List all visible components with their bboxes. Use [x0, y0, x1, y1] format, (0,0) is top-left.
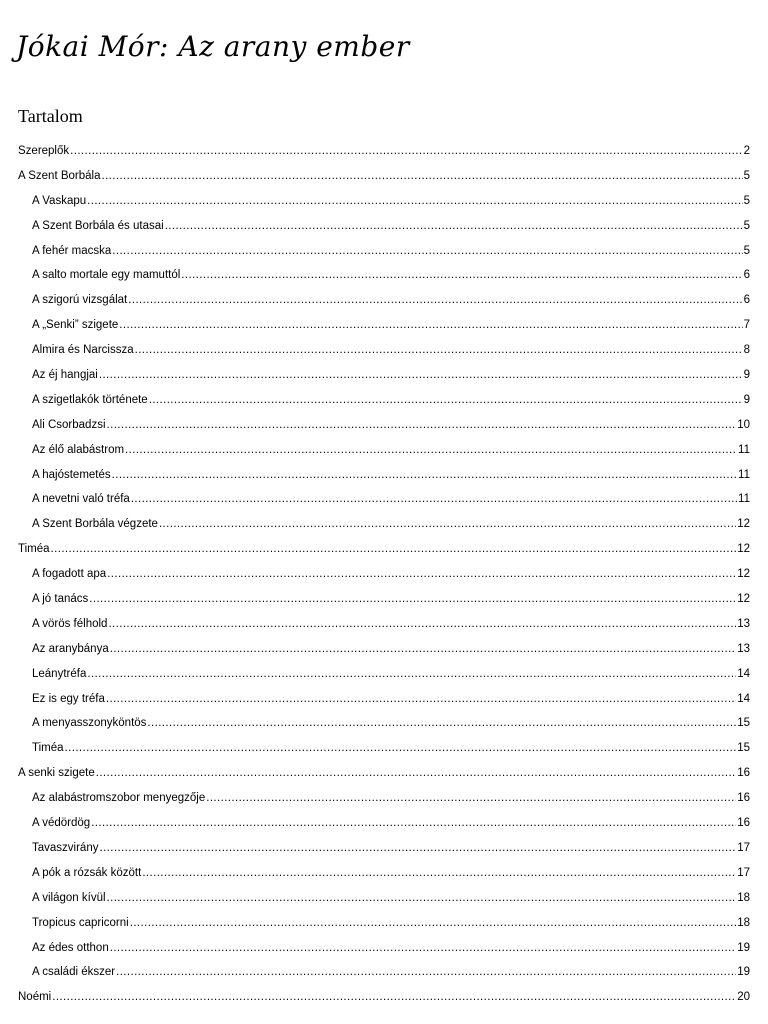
toc-entry-page-number: 19 — [737, 941, 750, 954]
dot-leader — [101, 164, 742, 189]
toc-entry[interactable] — [0, 463, 768, 488]
toc-entry-page-number: 12 — [737, 593, 750, 606]
toc-entry[interactable] — [0, 313, 768, 338]
toc-entry-page-number: 5 — [743, 219, 750, 232]
toc-entry[interactable] — [0, 861, 768, 886]
toc-entry[interactable] — [0, 239, 768, 264]
toc-entry-label: Tavaszvirány — [32, 841, 99, 854]
toc-entry-page-number: 6 — [743, 269, 750, 282]
dot-leader — [107, 886, 737, 911]
toc-entry[interactable] — [0, 637, 768, 662]
toc-entry-label: Az éj hangjai — [32, 369, 98, 382]
toc-entry-label: Leánytréfa — [32, 667, 87, 680]
toc-entry-page-number: 5 — [743, 244, 750, 257]
toc-entry-label: Tropicus capricorni — [32, 916, 129, 929]
toc-entry[interactable] — [0, 612, 768, 637]
toc-entry-label: A szigorú vizsgálat — [32, 294, 128, 307]
toc-entry[interactable] — [0, 736, 768, 761]
toc-entry[interactable] — [0, 687, 768, 712]
dot-leader — [119, 313, 742, 338]
toc-entry-label: A világon kívül — [32, 891, 106, 904]
toc-entry-label: Ez is egy tréfa — [32, 692, 105, 705]
toc-entry[interactable] — [0, 363, 768, 388]
dot-leader — [107, 413, 737, 438]
toc-entry-label: A Szent Borbála végzete — [32, 518, 158, 531]
toc-entry-label: A Szent Borbála és utasai — [32, 219, 164, 232]
dot-leader — [89, 587, 736, 612]
toc-entry[interactable] — [0, 388, 768, 413]
toc-entry-label: A pók a rózsák között — [32, 866, 142, 879]
dot-leader — [206, 786, 736, 811]
dot-leader — [91, 811, 736, 836]
dot-leader — [112, 239, 742, 264]
toc-entry-label: A Szent Borbála — [18, 169, 101, 182]
toc-entry-page-number: 7 — [743, 319, 750, 332]
dot-leader — [107, 562, 736, 587]
dot-leader — [99, 836, 736, 861]
dot-leader — [142, 861, 736, 886]
toc-entry-page-number: 18 — [737, 891, 750, 904]
toc-entry-label: A fehér macska — [32, 244, 112, 257]
toc-entry-label: Az élő alabástrom — [32, 443, 125, 456]
toc-entry[interactable] — [0, 662, 768, 687]
toc-entry-label: A Vaskapu — [32, 194, 87, 207]
dot-leader — [128, 288, 742, 313]
toc-entry-page-number: 15 — [737, 717, 750, 730]
toc-entry[interactable] — [0, 214, 768, 239]
dot-leader — [112, 463, 737, 488]
toc-entry-label: Az alabástromszobor menyegzője — [32, 792, 206, 805]
toc-entry-page-number: 8 — [743, 344, 750, 357]
toc-entry[interactable] — [0, 786, 768, 811]
toc-entry-page-number: 12 — [737, 568, 750, 581]
toc-entry-page-number: 16 — [737, 792, 750, 805]
toc-entry-page-number: 12 — [737, 543, 750, 556]
toc-entry-page-number: 14 — [737, 667, 750, 680]
dot-leader — [147, 711, 736, 736]
dot-leader — [99, 363, 743, 388]
dot-leader — [116, 960, 736, 985]
toc-entry-page-number: 18 — [737, 916, 750, 929]
dot-leader — [110, 637, 736, 662]
toc-entry[interactable] — [0, 537, 768, 562]
toc-entry[interactable] — [0, 338, 768, 363]
toc-entry-label: A vörös félhold — [32, 617, 108, 630]
toc-entry[interactable] — [0, 836, 768, 861]
toc-entry-label: Az édes otthon — [32, 941, 109, 954]
toc-entry-page-number: 14 — [737, 692, 750, 705]
toc-entry-label: A hajóstemetés — [32, 468, 111, 481]
dot-leader — [131, 487, 737, 512]
dot-leader — [87, 189, 742, 214]
toc-entry-page-number: 15 — [737, 742, 750, 755]
toc-entry[interactable] — [0, 711, 768, 736]
toc-entry[interactable] — [0, 811, 768, 836]
toc-entry-label: Timéa — [32, 742, 64, 755]
toc-entry[interactable] — [0, 587, 768, 612]
dot-leader — [52, 985, 736, 1010]
toc-entry[interactable] — [0, 413, 768, 438]
dot-leader — [125, 438, 737, 463]
toc-entry-label: Noémi — [18, 991, 52, 1004]
dot-leader — [87, 662, 736, 687]
toc-entry[interactable] — [0, 960, 768, 985]
toc-entry[interactable] — [0, 886, 768, 911]
toc-entry-label: A senki szigete — [18, 767, 95, 780]
toc-entry-page-number: 11 — [738, 443, 750, 456]
toc-entry-page-number: 9 — [743, 369, 750, 382]
dot-leader — [149, 388, 743, 413]
toc-entry-page-number: 17 — [737, 866, 750, 879]
toc-heading: Tartalom — [18, 106, 83, 126]
toc-entry-label: A családi ékszer — [32, 966, 116, 979]
dot-leader — [110, 936, 736, 961]
toc-entry-page-number: 2 — [743, 145, 750, 157]
dot-leader — [165, 214, 743, 239]
toc-entry-label: Az aranybánya — [32, 642, 109, 655]
toc-entry-label: A fogadott apa — [32, 568, 107, 581]
toc-entry-page-number: 13 — [737, 642, 750, 655]
dot-leader — [65, 736, 737, 761]
toc-entry-page-number: 16 — [737, 817, 750, 830]
toc-entry[interactable] — [0, 189, 768, 214]
toc-entry-page-number: 13 — [737, 617, 750, 630]
toc-entry[interactable] — [0, 263, 768, 288]
toc-entry-page-number: 12 — [737, 518, 750, 531]
toc-entry[interactable] — [0, 164, 768, 189]
dot-leader — [135, 338, 743, 363]
toc-entry-label: Szereplők — [18, 145, 70, 157]
toc-entry-label: Timéa — [18, 543, 50, 556]
toc-entry-page-number: 11 — [738, 493, 750, 506]
toc-entry-label: Ali Csorbadzsi — [32, 418, 106, 431]
dot-leader — [108, 612, 736, 637]
toc-entry[interactable] — [0, 288, 768, 313]
toc-entry[interactable] — [0, 761, 768, 786]
toc-entry-label: A védördög — [32, 817, 91, 830]
dot-leader — [96, 761, 736, 786]
toc-entry-page-number: 11 — [738, 468, 750, 481]
dot-leader — [181, 263, 742, 288]
dot-leader — [106, 687, 736, 712]
toc-entry[interactable] — [0, 936, 768, 961]
toc-entry-label: A szigetlakók története — [32, 393, 148, 406]
toc-entry[interactable] — [0, 438, 768, 463]
toc-entry-label: A jó tanács — [32, 593, 89, 606]
toc-entry-label: A menyasszonyköntös — [32, 717, 147, 730]
dot-leader — [51, 537, 737, 562]
toc-entry-page-number: 17 — [737, 841, 750, 854]
toc-entry-label: A nevetni való tréfa — [32, 493, 130, 506]
table-of-contents — [0, 139, 768, 1010]
toc-entry[interactable] — [0, 487, 768, 512]
toc-entry-page-number: 6 — [743, 294, 750, 307]
dot-leader — [70, 139, 742, 164]
toc-entry[interactable] — [0, 985, 768, 1010]
toc-entry-page-number: 10 — [737, 418, 750, 431]
page-title: Jókai Mór: Az arany ember — [16, 30, 410, 63]
dot-leader — [159, 512, 736, 537]
toc-entry-label: Almira és Narcissza — [32, 344, 134, 357]
toc-entry-page-number: 20 — [737, 991, 750, 1004]
toc-entry-page-number: 5 — [743, 194, 750, 207]
toc-entry-page-number: 16 — [737, 767, 750, 780]
toc-entry-page-number: 5 — [743, 169, 750, 182]
toc-entry-page-number: 9 — [743, 393, 750, 406]
toc-entry-label: A „Senki” szigete — [32, 319, 119, 332]
toc-entry-page-number: 19 — [737, 966, 750, 979]
dot-leader — [130, 911, 736, 936]
toc-entry[interactable] — [0, 139, 768, 164]
toc-entry[interactable] — [0, 562, 768, 587]
toc-entry-label: A salto mortale egy mamuttól — [32, 269, 181, 282]
toc-entry[interactable] — [0, 512, 768, 537]
toc-entry[interactable] — [0, 911, 768, 936]
